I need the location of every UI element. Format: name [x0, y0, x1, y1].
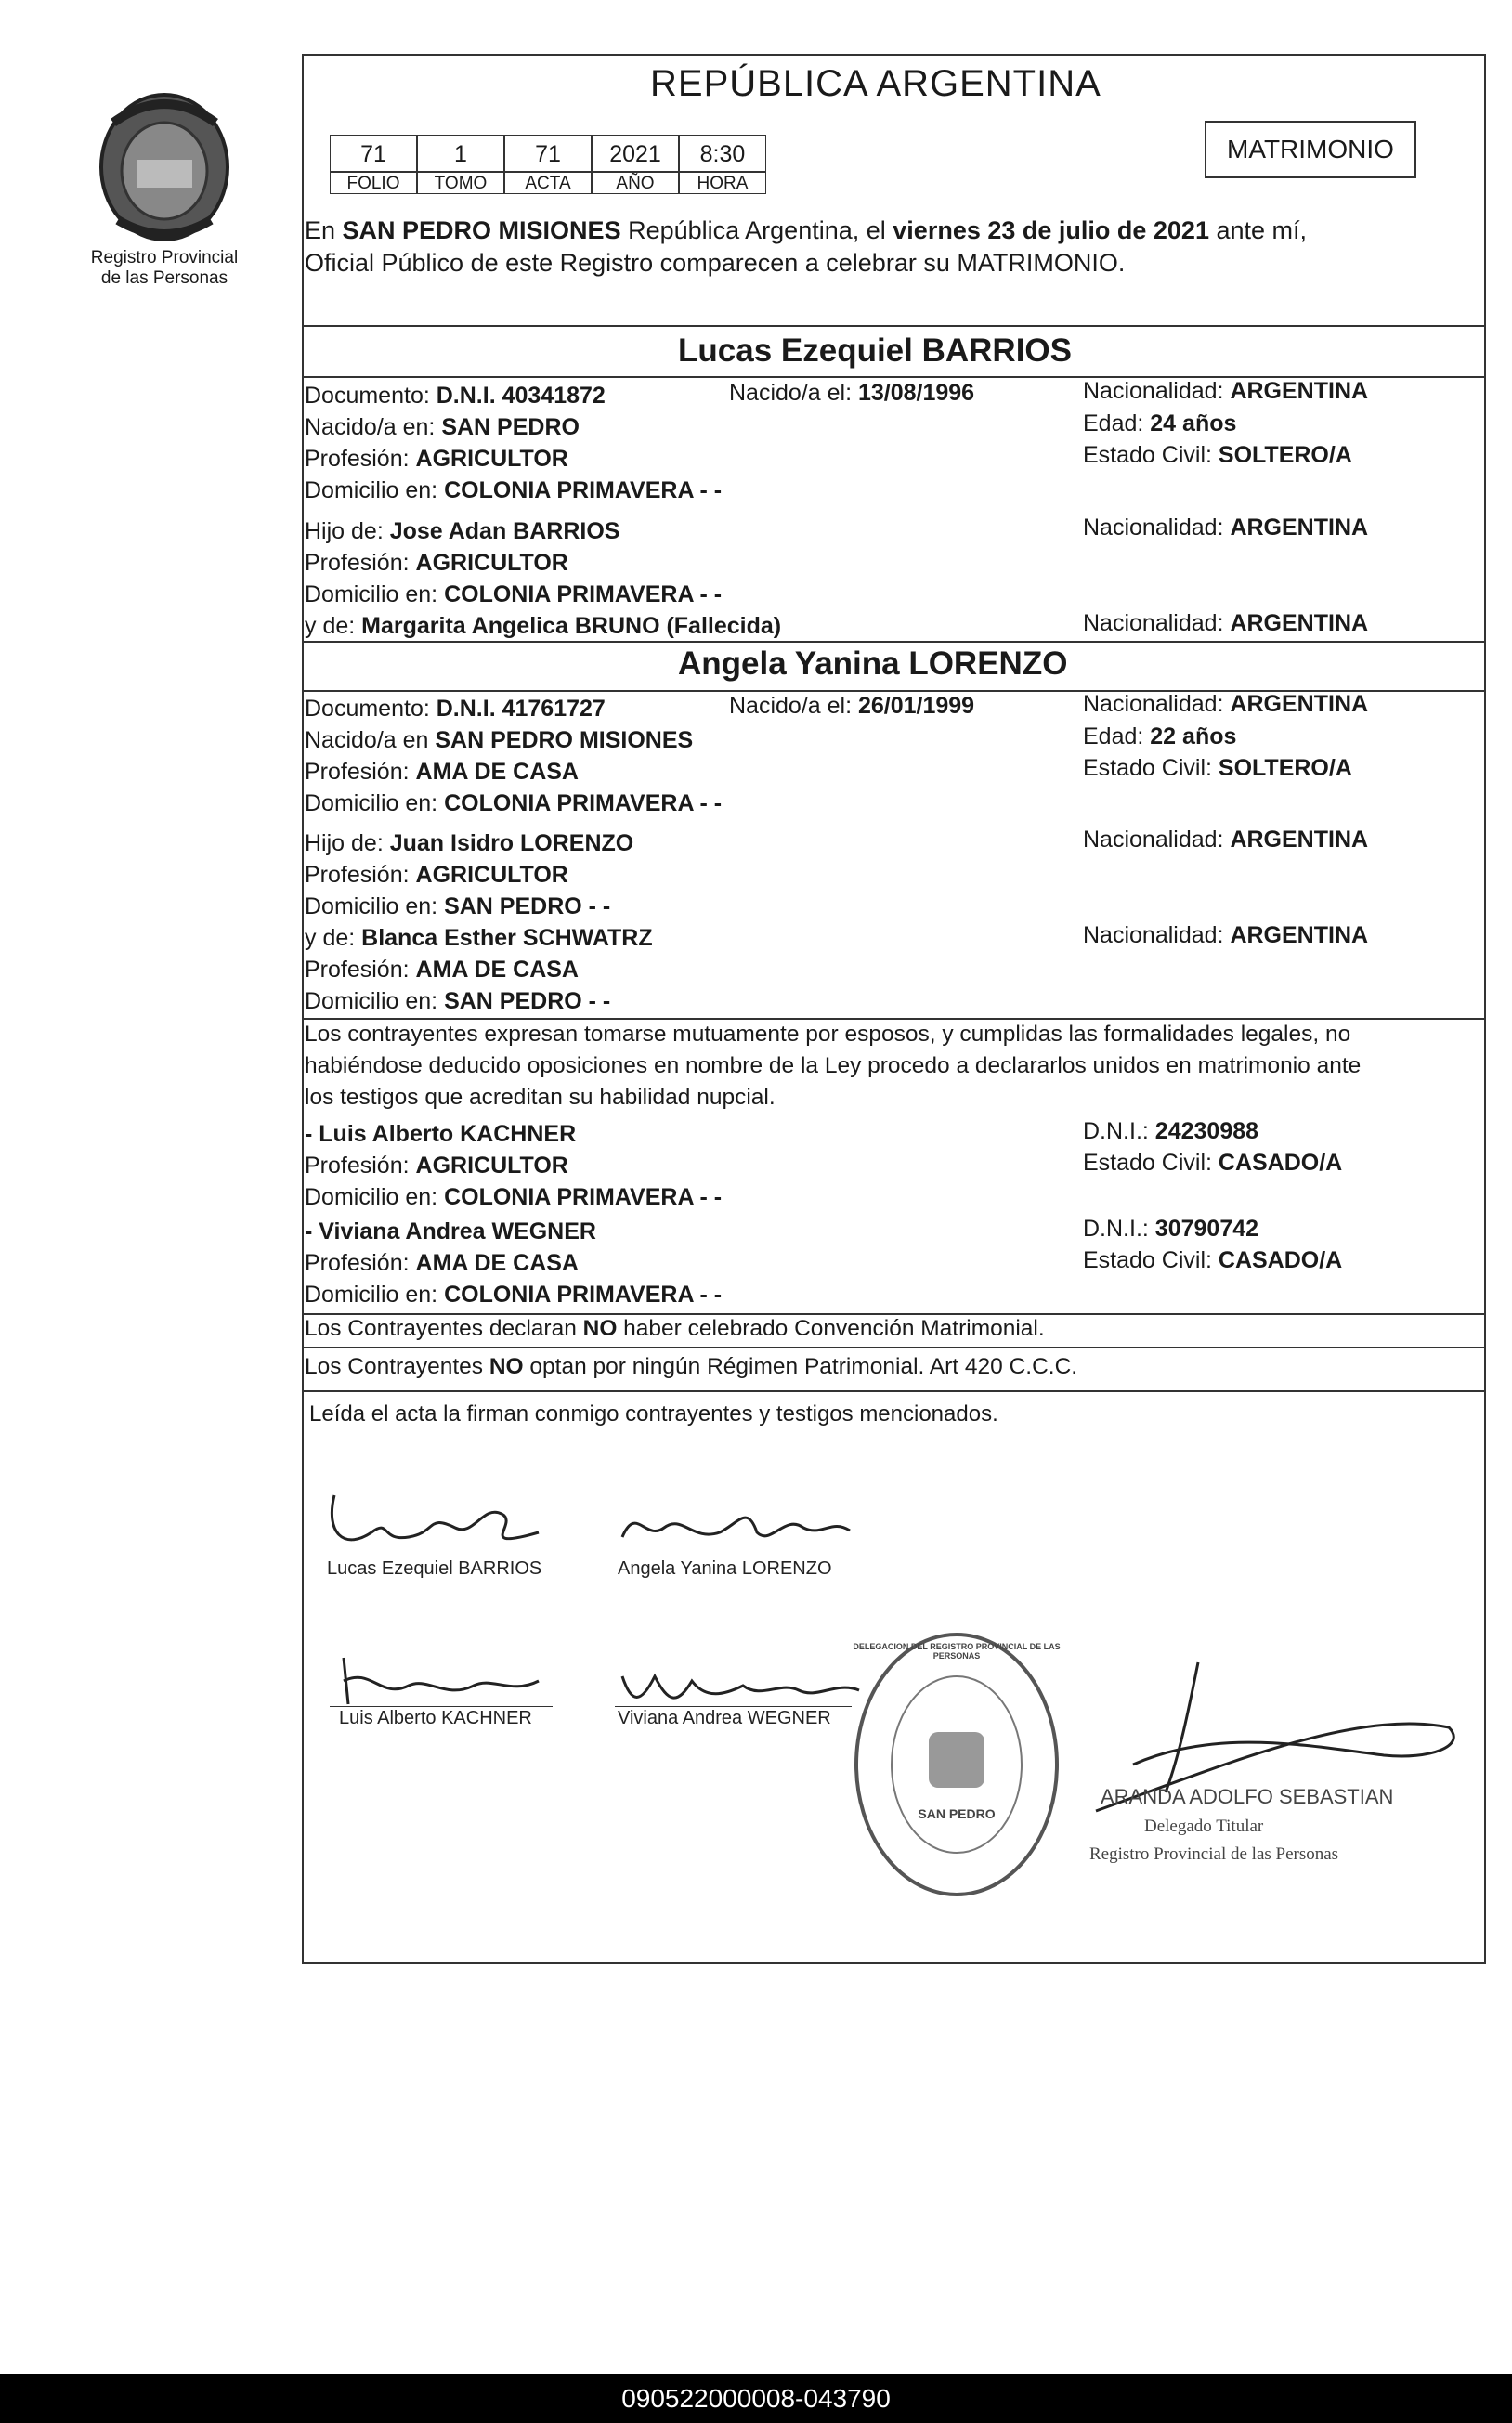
- province-seal-icon: [85, 85, 243, 248]
- spouse1-father: Hijo de: Jose Adan BARRIOS: [305, 518, 620, 544]
- acta-label: ACTA: [504, 172, 592, 194]
- spouse2-father-address: Domicilio en: SAN PEDRO - -: [305, 893, 611, 919]
- divider: [302, 325, 1486, 327]
- spouse1-document: Documento: D.N.I. 40341872: [305, 383, 606, 409]
- spouse2-age: Edad: 22 años: [1083, 723, 1237, 749]
- spouse1-mother: y de: Margarita Angelica BRUNO (Fallecida): [305, 613, 782, 639]
- spouse1-father-nationality: Nacionalidad: ARGENTINA: [1083, 515, 1369, 541]
- divider: [302, 1347, 1486, 1348]
- declaration-line-2: habiéndose deducido oposiciones en nombre de la Ley procedo a declararlos unidos en matrimonio ante: [305, 1053, 1362, 1078]
- spouse1-mother-nationality: Nacionalidad: ARGENTINA: [1083, 610, 1369, 636]
- round-seal-icon: [850, 1625, 1063, 1904]
- declaration-line-3: los testigos que acreditan su habilidad nupcial.: [305, 1085, 776, 1110]
- hora-cell: 8:30: [679, 135, 766, 172]
- spouse2-father-nationality: Nacionalidad: ARGENTINA: [1083, 827, 1369, 853]
- document-code-bar: [0, 2374, 1512, 2423]
- seal-center-text: SAN PEDRO: [918, 1806, 996, 1821]
- witness2-name: - Viviana Andrea WEGNER: [305, 1218, 596, 1244]
- spouse2-mother-nationality: Nacionalidad: ARGENTINA: [1083, 922, 1369, 948]
- acta-cell: 71: [504, 135, 592, 172]
- witness2-dni: D.N.I.: 30790742: [1083, 1216, 1259, 1242]
- witness2-signature-icon: [613, 1658, 864, 1713]
- logo-caption-1: Registro Provincial: [90, 248, 239, 267]
- spouse1-civil-status: Estado Civil: SOLTERO/A: [1083, 442, 1352, 468]
- folio-label: FOLIO: [330, 172, 417, 194]
- tomo-cell: 1: [417, 135, 504, 172]
- intro-line-1: En SAN PEDRO MISIONES República Argentina, el viernes 23 de julio de 2021 ante mí,: [305, 216, 1308, 244]
- witness1-signature-icon: [325, 1648, 548, 1713]
- spouse1-father-address: Domicilio en: COLONIA PRIMAVERA - -: [305, 581, 723, 607]
- witness1-name: - Luis Alberto KACHNER: [305, 1121, 577, 1147]
- tomo-label: TOMO: [417, 172, 504, 194]
- witness2-address: Domicilio en: COLONIA PRIMAVERA - -: [305, 1282, 723, 1308]
- divider: [302, 641, 1486, 643]
- witness1-signature-name: Luis Alberto KACHNER: [339, 1708, 532, 1728]
- seal-ring-text: DELEGACION DEL REGISTRO PROVINCIAL DE LAS PERSONAS: [853, 1642, 1061, 1661]
- certificate-type-box: [1205, 121, 1416, 178]
- spouse2-signature-name: Angela Yanina LORENZO: [618, 1558, 832, 1579]
- registry-logo: [67, 85, 262, 289]
- spouse2-birthplace: Nacido/a en SAN PEDRO MISIONES: [305, 727, 694, 753]
- divider: [302, 1018, 1486, 1020]
- anio-label: AÑO: [592, 172, 679, 194]
- spouse1-birthplace: Nacido/a en: SAN PEDRO: [305, 414, 580, 440]
- spouse2-name: Angela Yanina LORENZO: [678, 645, 1068, 682]
- spouse1-age: Edad: 24 años: [1083, 410, 1237, 436]
- spouse2-mother: y de: Blanca Esther SCHWATRZ: [305, 925, 653, 951]
- witness2-signature-name: Viviana Andrea WEGNER: [618, 1708, 831, 1728]
- anio-cell: 2021: [592, 135, 679, 172]
- spouse2-address: Domicilio en: COLONIA PRIMAVERA - -: [305, 790, 723, 816]
- spouse1-nationality: Nacionalidad: ARGENTINA: [1083, 378, 1369, 404]
- spouse2-birthdate: Nacido/a el: 26/01/1999: [729, 693, 975, 719]
- declaration-line-1: Los contrayentes expresan tomarse mutuamente por esposos, y cumplidas las formalidades legales, no: [305, 1022, 1351, 1047]
- spouse1-birthdate: Nacido/a el: 13/08/1996: [729, 380, 975, 406]
- certificate-type: MATRIMONIO: [1227, 135, 1394, 163]
- closing-statement: Leída el acta la firman conmigo contrayentes y testigos mencionados.: [309, 1401, 998, 1426]
- convention-line-1: Los Contrayentes declaran NO haber celebrado Convención Matrimonial.: [305, 1316, 1045, 1341]
- spouse1-profession: Profesión: AGRICULTOR: [305, 446, 568, 472]
- spouse1-address: Domicilio en: COLONIA PRIMAVERA - -: [305, 477, 723, 503]
- spouse2-father-profession: Profesión: AGRICULTOR: [305, 862, 568, 888]
- hora-label: HORA: [679, 172, 766, 194]
- logo-caption-2: de las Personas: [100, 268, 228, 288]
- official-name-stamp: ARANDA ADOLFO SEBASTIAN: [1101, 1785, 1394, 1808]
- delegation-round-seal: [850, 1625, 1063, 1904]
- witness2-profession: Profesión: AMA DE CASA: [305, 1250, 579, 1276]
- spouse1-name: Lucas Ezequiel BARRIOS: [678, 332, 1072, 369]
- witness1-address: Domicilio en: COLONIA PRIMAVERA - -: [305, 1184, 723, 1210]
- official-title-stamp: Delegado Titular: [1144, 1817, 1264, 1836]
- official-office-stamp: Registro Provincial de las Personas: [1089, 1844, 1339, 1864]
- spouse1-signature-name: Lucas Ezequiel BARRIOS: [327, 1558, 542, 1579]
- spouse2-document: Documento: D.N.I. 41761727: [305, 696, 606, 722]
- witness2-civil-status: Estado Civil: CASADO/A: [1083, 1247, 1343, 1273]
- witness1-profession: Profesión: AGRICULTOR: [305, 1153, 568, 1179]
- spouse1-signature-icon: [316, 1477, 567, 1560]
- witness1-dni: D.N.I.: 24230988: [1083, 1118, 1259, 1144]
- spouse2-mother-address: Domicilio en: SAN PEDRO - -: [305, 988, 611, 1014]
- spouse2-civil-status: Estado Civil: SOLTERO/A: [1083, 755, 1352, 781]
- document-code: 090522000008-043790: [621, 2384, 891, 2413]
- spouse1-father-profession: Profesión: AGRICULTOR: [305, 550, 568, 576]
- convention-line-2: Los Contrayentes NO optan por ningún Régimen Patrimonial. Art 420 C.C.C.: [305, 1354, 1078, 1379]
- document-title: REPÚBLICA ARGENTINA: [650, 63, 1101, 104]
- signature-line: [330, 1706, 553, 1707]
- folio-cell: 71: [330, 135, 417, 172]
- spouse2-mother-profession: Profesión: AMA DE CASA: [305, 957, 579, 983]
- spouse2-signature-icon: [608, 1495, 868, 1560]
- spouse2-nationality: Nacionalidad: ARGENTINA: [1083, 691, 1369, 717]
- intro-line-2: Oficial Público de este Registro comparecen a celebrar su MATRIMONIO.: [305, 249, 1126, 277]
- divider: [302, 1390, 1486, 1392]
- spouse2-father: Hijo de: Juan Isidro LORENZO: [305, 830, 634, 856]
- spouse2-profession: Profesión: AMA DE CASA: [305, 759, 579, 785]
- signature-line: [615, 1706, 852, 1707]
- witness1-civil-status: Estado Civil: CASADO/A: [1083, 1150, 1343, 1176]
